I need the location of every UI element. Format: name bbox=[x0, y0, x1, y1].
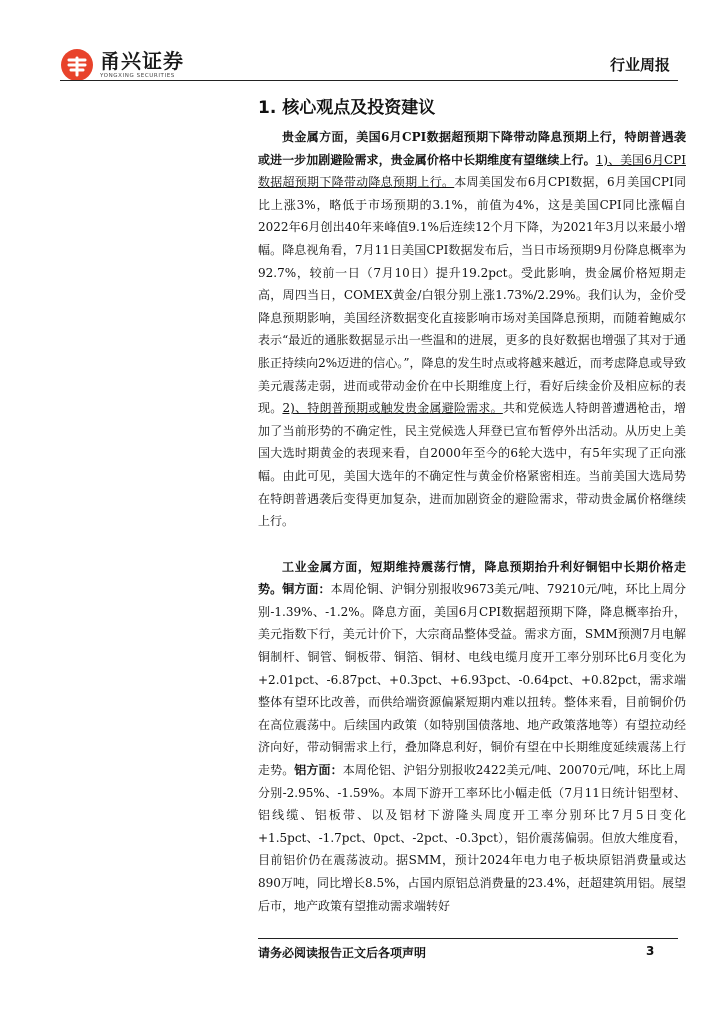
point-2-text: 共和党候选人特朗普遭遇枪击，增加了当前形势的不确定性，民主党候选人拜登已宣布暂停外出活动。从历史上美国大选时期黄金的表现来看，自2000年至今的6轮大选中，有5年实现了正向涨幅。由此可见，美国大选年的不确定性与黄金价格紧密相连。当前美国大选局势在特朗普遇袭后变得更加复杂，进而加剧资金的避险需求，带动贵金属价格继续上行。 bbox=[258, 401, 686, 529]
report-body bbox=[258, 126, 686, 917]
point-1-text: 本周美国发布6月CPI数据，6月美国CPI同比上涨3%，略低于市场预期的3.1%，前值为4%，这是美国CPI同比涨幅自2022年6月创出40年来峰值9.1%后连续12个月下降，为2021年3月以来最小增幅。降息视角看，7月11日美国CPI数据发布后，当日市场预期9月份降息概率为92.7%，较前一日（7月10日）提升19.2pct。受此影响，贵金属价格短期走高，周四当日，COMEX黄金/白银分别上涨1.73%/2.29%。我们认为，金价受降息预期影响，美国经济数据变化直接影响市场对美国降息预期，而随着鲍威尔表示“最近的通胀数据显示出一些温和的进展，更多的良好数据也增强了其对于通胀正持续向2%迈进的信心。”，降息的发生时点或将越来越近，而考虑降息或导致美元震荡走弱，进而或带动金价在中长期维度上行，看好后续金价及相应标的表现。 bbox=[258, 175, 686, 416]
header-divider bbox=[60, 80, 678, 81]
page-header bbox=[60, 44, 678, 84]
footer-divider bbox=[258, 938, 678, 939]
company-logo-icon bbox=[60, 48, 94, 82]
precious-metals-paragraph bbox=[258, 126, 686, 533]
logo-name-cn: 甬兴证券 bbox=[100, 49, 184, 73]
industrial-metals-summary: 工业金属方面，短期维持震荡行情，降息预期抬升利好铜铝中长期价格走势。铜方面： bbox=[258, 559, 686, 597]
section-title: 1. 核心观点及投资建议 bbox=[258, 98, 436, 118]
disclaimer-note: 请务必阅读报告正文后各项声明 bbox=[258, 946, 427, 960]
point-1-heading: 1)、美国6月CPI数据超预期下降带动降息预期上行。 bbox=[258, 152, 686, 190]
point-2-heading: 2)、特朗普预期或触发贵金属避险需求。 bbox=[282, 401, 503, 416]
industrial-metals-paragraph bbox=[258, 556, 686, 918]
logo-name-en: YONGXING SECURITIES bbox=[100, 73, 175, 79]
company-logo bbox=[60, 48, 184, 82]
aluminum-heading: 铝方面： bbox=[294, 763, 343, 778]
aluminum-text: 本周伦铝、沪铝分别报收2422美元/吨、20070元/吨，环比上周分别-2.95%、-1.59%。本周下游开工率环比小幅走低（7月11日统计铝型材、铝线缆、铝板带、以及铝材下游隆头周度开工率分别环比7月5日变化+1.5pct、-1.7pct、0pct、-2pct、-0.3pct），铝价震荡偏弱。但放大维度看，目前铝价仍在震荡波动。据SMM，预计2024年电力电子板块原铝消费量或达890万吨，同比增长8.5%，占国内原铝总消费量的23.4%，赶超建筑用铝。展望后市，地产政策有望推动需求端转好 bbox=[258, 763, 686, 913]
copper-text: 本周伦铜、沪铜分别报收9673美元/吨、79210元/吨，环比上周分别-1.39%、-1.2%。降息方面，美国6月CPI数据超预期下降，降息概率抬升，美元指数下行，美元计价下，大宗商品整体受益。需求方面，SMM预测7月电解铜制杆、铜管、铜板带、铜箔、铜材、电线电缆月度开工率分别环比6月变化为+2.01pct、-6.87pct、+0.3pct、+6.93pct、-0.64pct、+0.82pct，需求端整体有望环比改善，而供给端资源偏紧短期内难以扭转。整体来看，目前铜价仍在高位震荡中。后续国内政策（如特别国债落地、地产政策落地等）有望拉动经济向好，带动铜需求上行，叠加降息利好，铜价有望在中长期维度延续震荡上行走势。 bbox=[258, 582, 686, 778]
report-type: 行业周报 bbox=[609, 56, 670, 74]
page-number: 3 bbox=[646, 944, 655, 958]
precious-metals-summary: 贵金属方面，美国6月CPI数据超预期下降带动降息预期上行，特朗普遇袭或进一步加剧避险需求，贵金属价格中长期维度有望继续上行。 bbox=[258, 130, 686, 167]
